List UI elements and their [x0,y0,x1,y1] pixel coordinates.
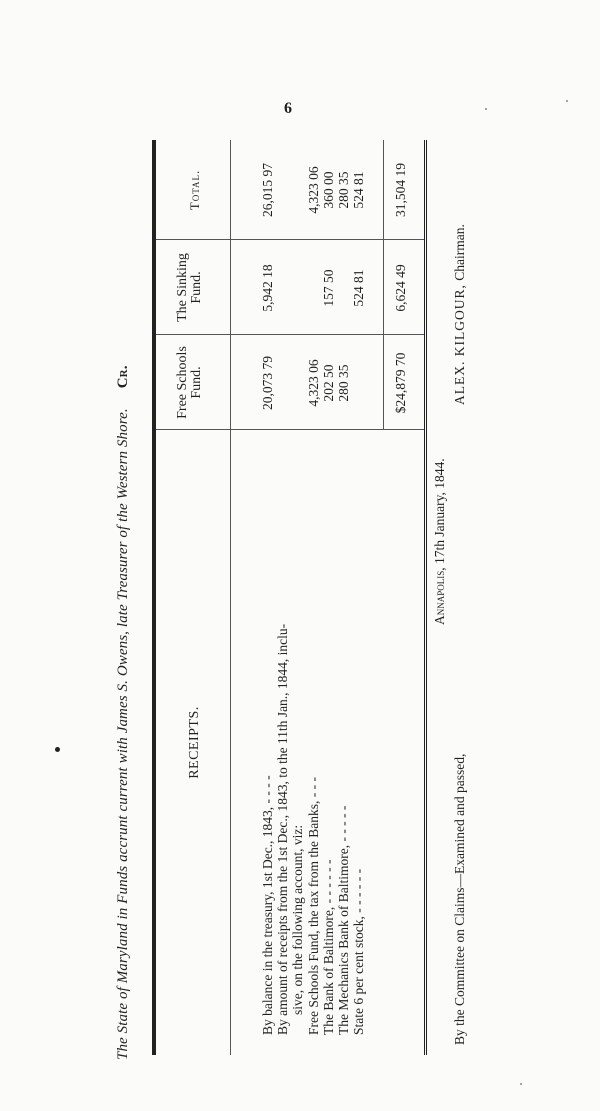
chairman-name: ALEX. KILGOUR, [452,284,467,405]
title-text: The State of Maryland in Funds accrunt current with James S. Owens, late Treasurer of the Western Shore. [115,408,131,1060]
ledger-row-label: The Bank of Baltimore, - - - - - - [321,859,336,1035]
total-value: 524 81 [351,171,366,209]
rotated-ledger-content [85,60,505,1060]
free-schools-value: 280 35 [336,364,351,402]
free-schools-value: 4,323 06 [306,359,321,407]
credit-mark: Cr. [115,365,131,389]
chairman-title: Chairman. [452,224,467,281]
paper-speck [566,100,568,102]
header-sinking-line: The Sinking [175,253,190,322]
free-schools-value: 202 50 [321,364,336,402]
sinking-value: 524 81 [351,269,366,307]
header-free-schools-line: Fund. [189,366,204,399]
header-free-schools-fund [176,335,204,430]
ledger-row-label: By balance in the treasury, 1st Dec., 1843, - - - - [260,775,275,1035]
total-value: 4,323 06 [306,166,321,214]
footer-date-line [432,458,448,625]
header-rule [230,140,231,1055]
footer-place: Annapolis, [432,567,447,625]
ledger-row-label: By amount of receipts from the 1st Dec., 1843, to the 11th Jan., 1844, inclu- [275,623,290,1035]
header-free-schools-line: Free Schools [175,346,190,419]
header-receipts: RECEIPTS. [187,706,202,779]
total-value: 360 00 [321,171,336,209]
header-sinking-fund [176,240,204,335]
chairman-signature [452,224,468,405]
ledger-row-label: sive, on the following account, viz: [290,824,305,1015]
sinking-value: 157 50 [321,269,336,307]
ledger-table [152,140,427,1055]
ink-dot [55,747,60,752]
sum-total: 31,504 19 [393,163,408,217]
footer-date: 17th January, 1844. [432,458,447,564]
paper-speck [520,1083,522,1085]
header-sinking-line: Fund. [189,271,204,304]
ledger-row-label: Free Schools Fund, the tax from the Banks, - - - [306,777,321,1035]
sum-free-schools: $24,879 70 [393,352,408,414]
sinking-value: 5,942 18 [260,264,275,312]
ledger-title [115,60,132,1060]
total-value: 280 35 [336,171,351,209]
sum-rule [383,140,384,430]
free-schools-value: 20,073 79 [260,356,275,410]
page-number: 6 [284,100,292,117]
total-value: 26,015 97 [260,163,275,217]
ledger-row-label: The Mechanics Bank of Baltimore, - - - - - [336,805,351,1035]
sum-sinking: 6,624 49 [393,264,408,312]
committee-statement: By the Committee on Claims—Examined and passed, [452,753,467,1045]
header-total: Total. [187,169,202,211]
ledger-row-label: State 6 per cent stock, - - - - - - [351,868,366,1035]
